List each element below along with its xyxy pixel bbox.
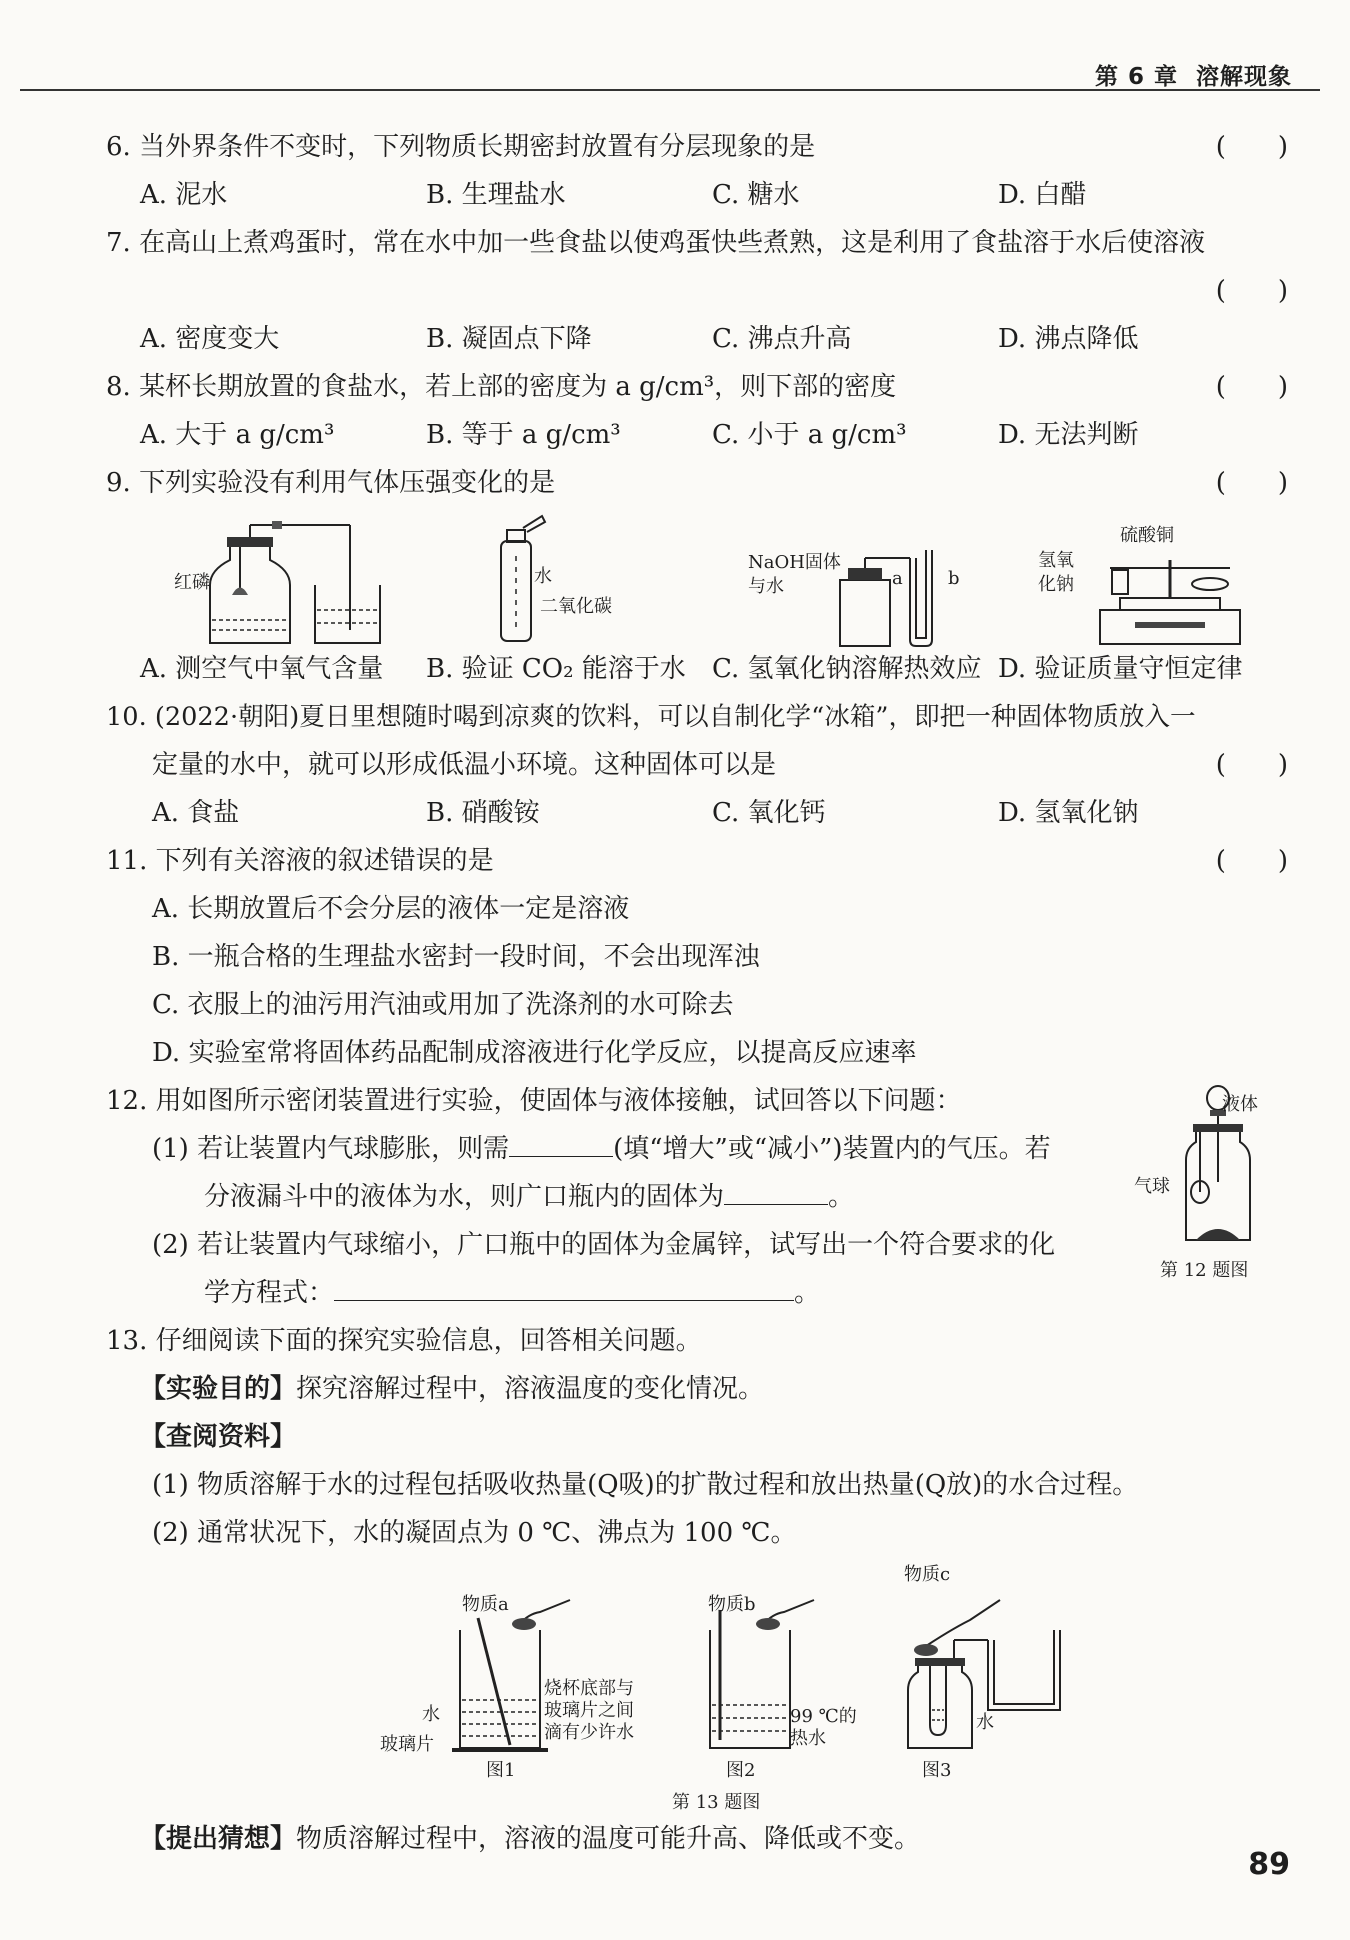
page-number: 89 bbox=[1248, 1847, 1290, 1882]
q10-stem-line2: 定量的水中，就可以形成低温小环境。这种固体可以是 bbox=[152, 750, 777, 780]
q9-stem: 9. 下列实验没有利用气体压强变化的是 bbox=[106, 468, 556, 498]
q13-label-substance-a: 物质a bbox=[462, 1594, 509, 1615]
q8-option-a: A. 大于 a g/cm³ bbox=[140, 420, 335, 450]
q9-option-d: D. 验证质量守恒定律 bbox=[998, 654, 1243, 684]
q9-label-b: b bbox=[948, 568, 960, 589]
q12-blank-pressure[interactable] bbox=[509, 1132, 613, 1157]
q9-label-co2: 二氧化碳 bbox=[540, 596, 612, 617]
q7-stem: 7. 在高山上煮鸡蛋时，常在水中加一些食盐以使鸡蛋快些煮熟，这是利用了食盐溶于水后使溶液 bbox=[106, 228, 1206, 258]
q13-label-water-3: 水 bbox=[976, 1712, 994, 1733]
q9-figure-a bbox=[210, 525, 380, 650]
q12-blank-solid[interactable] bbox=[724, 1180, 828, 1205]
q13-stem: 13. 仔细阅读下面的探究实验信息，回答相关问题。 bbox=[106, 1326, 702, 1356]
q11-option-c: C. 衣服上的油污用汽油或用加了洗涤剂的水可除去 bbox=[152, 990, 734, 1020]
q13-purpose-text: 探究溶解过程中，溶液温度的变化情况。 bbox=[296, 1374, 765, 1404]
q13-hypothesis bbox=[140, 1822, 920, 1856]
q7-option-b: B. 凝固点下降 bbox=[426, 324, 592, 354]
q11-option-b: B. 一瓶合格的生理盐水密封一段时间，不会出现浑浊 bbox=[152, 942, 760, 972]
q11-option-d: D. 实验室常将固体药品配制成溶液进行化学反应，以提高反应速率 bbox=[152, 1038, 917, 1068]
q13-label-fig3: 图3 bbox=[922, 1760, 952, 1781]
page-header bbox=[0, 0, 1350, 92]
q8-option-b: B. 等于 a g/cm³ bbox=[426, 420, 621, 450]
q11-answer-paren: ( ) bbox=[1215, 846, 1288, 876]
q12-part1-line2 bbox=[204, 1180, 854, 1214]
q13-label-hot-water-1: 99 ℃的 bbox=[790, 1706, 857, 1727]
q12-figure-caption: 第 12 题图 bbox=[1160, 1260, 1249, 1281]
q13-label-substance-b: 物质b bbox=[708, 1594, 756, 1615]
q6-answer-paren: ( ) bbox=[1215, 132, 1288, 162]
q13-purpose-tag: 【实验目的】 bbox=[140, 1374, 297, 1404]
q7-option-c: C. 沸点升高 bbox=[712, 324, 852, 354]
q9-label-water: 水 bbox=[534, 566, 552, 587]
q12-part2-line1: (2) 若让装置内气球缩小，广口瓶中的固体为金属锌，试写出一个符合要求的化 bbox=[152, 1230, 1056, 1260]
q12-part1-text-b: (填“增大”或“减小”)装置内的气压。若 bbox=[613, 1134, 1051, 1164]
q8-stem: 8. 某杯长期放置的食盐水，若上部的密度为 a g/cm³，则下部的密度 bbox=[106, 372, 897, 402]
q9-label-copper-sulfate: 硫酸铜 bbox=[1120, 525, 1174, 546]
chapter-name: 溶解现象 bbox=[1196, 64, 1292, 90]
q13-label-note-2: 玻璃片之间 bbox=[544, 1700, 634, 1721]
q6-option-b: B. 生理盐水 bbox=[426, 180, 566, 210]
q13-figure-caption: 第 13 题图 bbox=[672, 1792, 761, 1813]
q9-option-a: A. 测空气中氧气含量 bbox=[140, 654, 384, 684]
q7-option-a: A. 密度变大 bbox=[140, 324, 280, 354]
chapter-title bbox=[1095, 58, 1292, 91]
q9-figure-c bbox=[830, 550, 970, 650]
q8-option-c: C. 小于 a g/cm³ bbox=[712, 420, 907, 450]
chapter-number: 第 6 章 bbox=[1094, 64, 1178, 90]
q13-hypothesis-text: 物质溶解过程中，溶液的温度可能升高、降低或不变。 bbox=[296, 1824, 921, 1854]
q8-option-d: D. 无法判断 bbox=[998, 420, 1139, 450]
q12-part2-text-b: 学方程式： bbox=[204, 1278, 335, 1308]
q11-option-a: A. 长期放置后不会分层的液体一定是溶液 bbox=[152, 894, 630, 924]
q12-part2-text-c: 。 bbox=[794, 1278, 821, 1308]
q12-label-balloon: 气球 bbox=[1134, 1176, 1170, 1197]
q6-stem: 6. 当外界条件不变时，下列物质长期密封放置有分层现象的是 bbox=[106, 132, 816, 162]
q13-purpose bbox=[140, 1372, 764, 1406]
q12-part2-line2 bbox=[204, 1276, 820, 1310]
q13-info-2: (2) 通常状况下，水的凝固点为 0 ℃、沸点为 100 ℃。 bbox=[152, 1518, 797, 1548]
q13-label-substance-c: 物质c bbox=[904, 1564, 951, 1585]
q6-option-a: A. 泥水 bbox=[140, 180, 228, 210]
q10-stem-line1: 10. (2022·朝阳)夏日里想随时喝到凉爽的饮料，可以自制化学“冰箱”，即把一种固体物质放入一 bbox=[106, 702, 1196, 732]
q13-label-water-1: 水 bbox=[422, 1704, 440, 1725]
q12-part1-text-a: (1) 若让装置内气球膨胀，则需 bbox=[152, 1134, 510, 1164]
q9-label-naoh-vertical-1: 氢氧 bbox=[1038, 550, 1074, 571]
q10-answer-paren: ( ) bbox=[1215, 750, 1288, 780]
q9-label-a: a bbox=[892, 568, 903, 589]
q13-label-note-3: 滴有少许水 bbox=[544, 1722, 634, 1743]
q13-label-note-1: 烧杯底部与 bbox=[544, 1678, 634, 1699]
q10-option-a: A. 食盐 bbox=[152, 798, 240, 828]
q12-blank-equation[interactable] bbox=[334, 1276, 794, 1301]
q9-answer-paren: ( ) bbox=[1215, 468, 1288, 498]
q6-option-c: C. 糖水 bbox=[712, 180, 800, 210]
q13-info-1: (1) 物质溶解于水的过程包括吸收热量(Q吸)的扩散过程和放出热量(Q放)的水合过程。 bbox=[152, 1470, 1139, 1500]
q7-answer-paren: ( ) bbox=[1215, 276, 1288, 306]
q9-figure-d bbox=[1090, 540, 1250, 648]
q13-label-fig2: 图2 bbox=[726, 1760, 756, 1781]
q9-label-red-phosphorus: 红磷 bbox=[174, 572, 210, 593]
q10-option-b: B. 硝酸铵 bbox=[426, 798, 540, 828]
q9-label-naoh: NaOH固体 bbox=[748, 552, 841, 573]
q8-answer-paren: ( ) bbox=[1215, 372, 1288, 402]
q12-stem: 12. 用如图所示密闭装置进行实验，使固体与液体接触，试回答以下问题： bbox=[106, 1086, 962, 1116]
q10-option-c: C. 氧化钙 bbox=[712, 798, 826, 828]
q9-option-c: C. 氢氧化钠溶解热效应 bbox=[712, 654, 982, 684]
q13-hypothesis-tag: 【提出猜想】 bbox=[140, 1824, 297, 1854]
q10-option-d: D. 氢氧化钠 bbox=[998, 798, 1139, 828]
q12-part1-text-c: 分液漏斗中的液体为水，则广口瓶内的固体为 bbox=[204, 1182, 725, 1212]
q13-label-fig1: 图1 bbox=[486, 1760, 516, 1781]
q12-label-liquid: 液体 bbox=[1222, 1094, 1258, 1115]
q9-label-with-water: 与水 bbox=[748, 576, 784, 597]
q11-stem: 11. 下列有关溶液的叙述错误的是 bbox=[106, 846, 494, 876]
q13-label-hot-water-2: 热水 bbox=[790, 1728, 826, 1749]
q9-label-naoh-vertical-2: 化钠 bbox=[1038, 574, 1074, 595]
q9-option-b: B. 验证 CO₂ 能溶于水 bbox=[426, 654, 686, 684]
q12-part1-text-d: 。 bbox=[828, 1182, 855, 1212]
q12-part1-line1 bbox=[152, 1132, 1051, 1166]
q13-info-tag: 【查阅资料】 bbox=[140, 1422, 297, 1452]
q13-label-glass-slide: 玻璃片 bbox=[380, 1734, 434, 1755]
q7-option-d: D. 沸点降低 bbox=[998, 324, 1139, 354]
q6-option-d: D. 白醋 bbox=[998, 180, 1087, 210]
header-rule bbox=[20, 89, 1320, 91]
